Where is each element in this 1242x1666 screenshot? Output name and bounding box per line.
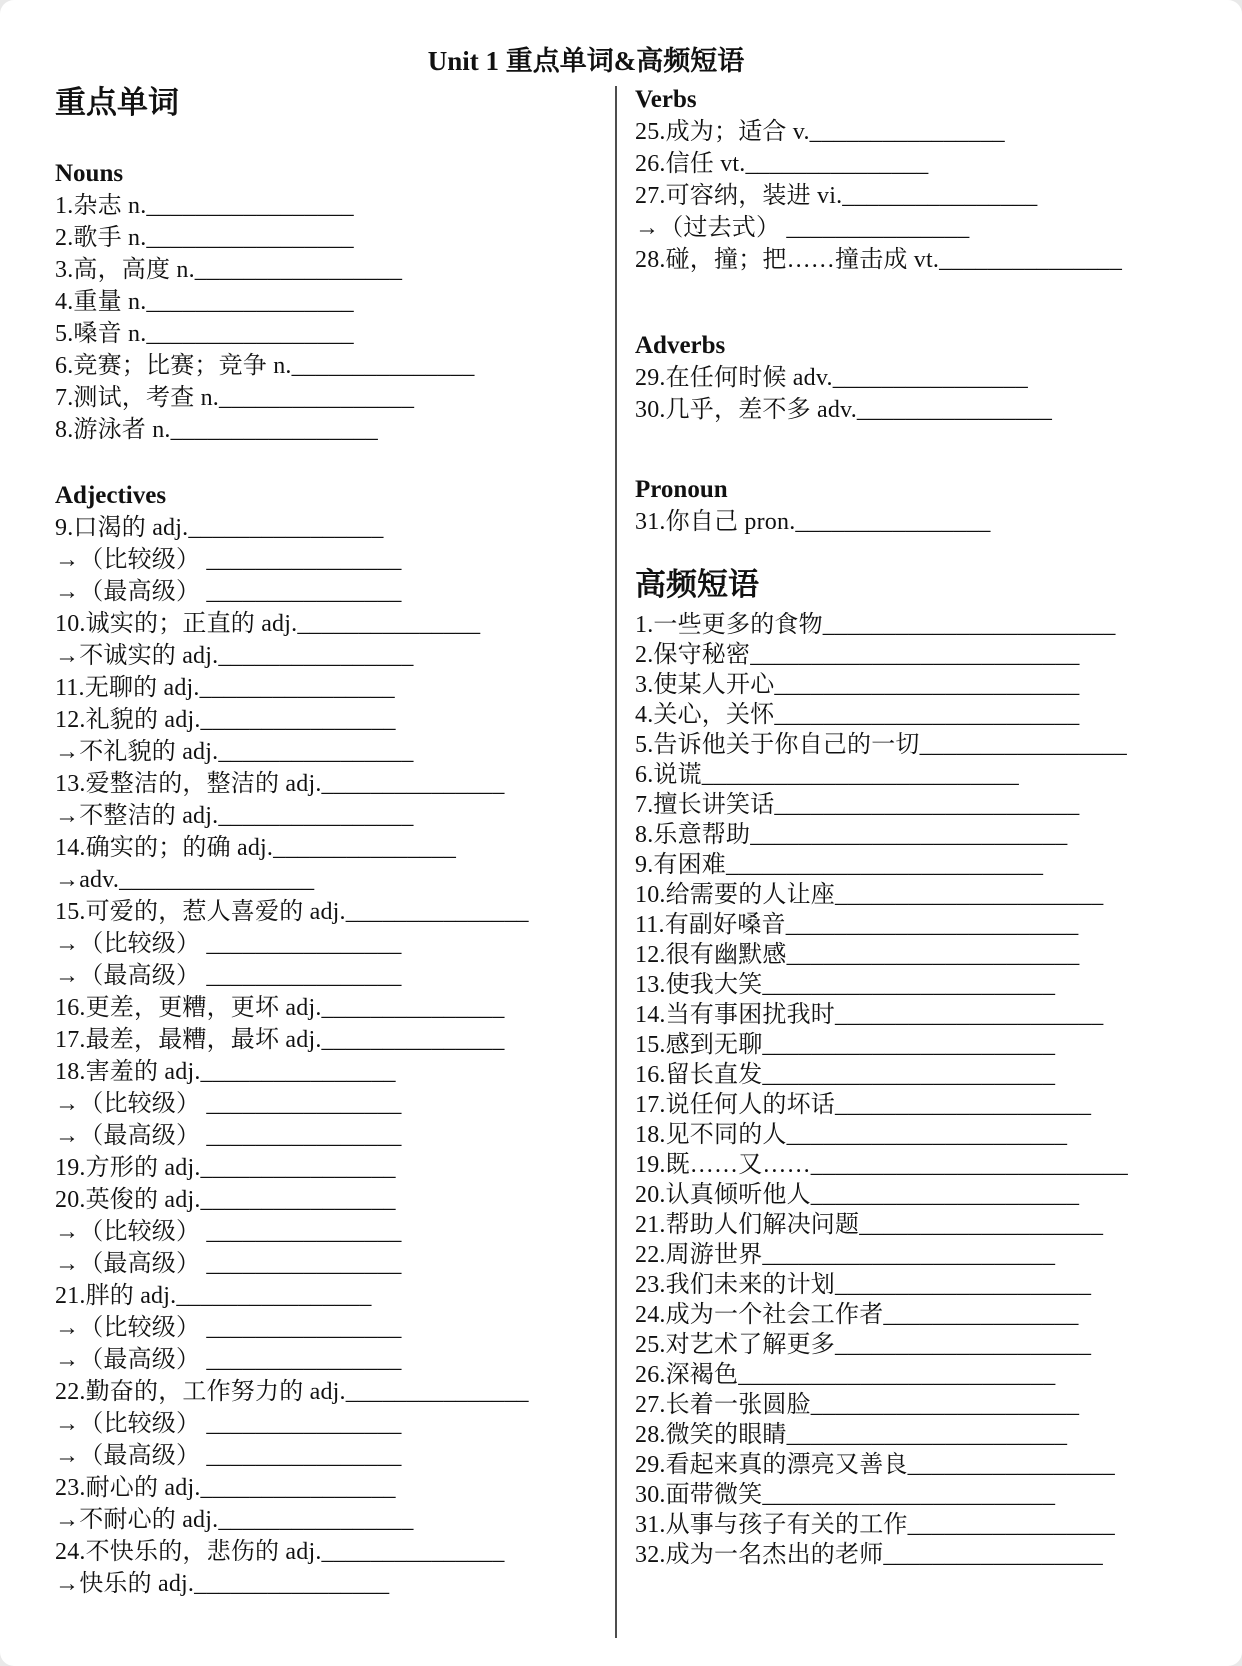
phrases-column [617, 84, 1242, 1570]
vocab-line: 13.爱整洁的，整洁的 adj._______________ [55, 771, 505, 797]
key-words-column [55, 84, 615, 1600]
phrase-line: 9.有困难__________________________ [635, 852, 1044, 878]
vocab-line: 7.测试，考查 n.________________ [55, 385, 415, 411]
phrase-line: 19.既……又……__________________________ [635, 1152, 1128, 1178]
phrase-line: 25.对艺术了解更多_____________________ [635, 1332, 1092, 1358]
vocab-line: →（最高级） ________________ [55, 1123, 402, 1149]
phrase-line: 11.有副好嗓音________________________ [635, 912, 1079, 938]
phrase-line: 5.告诉他关于你自己的一切_________________ [635, 732, 1127, 758]
phrase-line: 14.当有事困扰我时______________________ [635, 1002, 1104, 1028]
vocab-line: →（最高级） ________________ [55, 963, 402, 989]
vocab-line: 16.更差，更糟，更坏 adj._______________ [55, 995, 505, 1021]
pronoun-header: Pronoun [635, 476, 728, 503]
vocab-line: 6.竞赛；比赛；竞争 n._______________ [55, 353, 475, 379]
phrase-line: 15.感到无聊________________________ [635, 1032, 1056, 1058]
vocab-line: →（过去式） _______________ [635, 215, 970, 241]
vocab-line: 8.游泳者 n._________________ [55, 417, 378, 443]
vocab-line: 24.不快乐的，悲伤的 adj._______________ [55, 1539, 505, 1565]
phrase-line: 20.认真倾听他人______________________ [635, 1182, 1080, 1208]
phrase-line: 26.深褐色__________________________ [635, 1362, 1056, 1388]
vocab-line: →不整洁的 adj.________________ [55, 803, 414, 829]
vocab-line: 31.你自己 pron.________________ [635, 509, 991, 535]
phrase-line: 16.留长直发________________________ [635, 1062, 1056, 1088]
vocab-line: 4.重量 n._________________ [55, 289, 354, 315]
key-words-heading: 重点单词 [55, 85, 179, 120]
phrase-line: 10.给需要的人让座______________________ [635, 882, 1104, 908]
phrase-line: 1.一些更多的食物________________________ [635, 612, 1116, 638]
phrase-line: 29.看起来真的漂亮又善良_________________ [635, 1452, 1115, 1478]
phrases-list [635, 610, 1242, 1570]
vocab-line: 18.害羞的 adj.________________ [55, 1059, 396, 1085]
nouns-list [55, 190, 615, 446]
phrase-line: 21.帮助人们解决问题____________________ [635, 1212, 1104, 1238]
vocab-line: →（比较级） ________________ [55, 1411, 402, 1437]
vocab-line: 20.英俊的 adj.________________ [55, 1187, 396, 1213]
page-title: Unit 1 重点单词&高频短语 [427, 46, 745, 76]
vocab-line: 28.碰，撞；把……撞击成 vt._______________ [635, 247, 1123, 273]
nouns-header: Nouns [55, 160, 124, 187]
vocab-line: →（比较级） ________________ [55, 547, 402, 573]
verbs-header: Verbs [635, 86, 697, 113]
vocab-line: 2.歌手 n._________________ [55, 225, 354, 251]
adjectives-list [55, 512, 615, 1600]
phrase-line: 22.周游世界________________________ [635, 1242, 1056, 1268]
phrase-line: 17.说任何人的坏话_____________________ [635, 1092, 1092, 1118]
vocab-line: →不耐心的 adj.________________ [55, 1507, 414, 1533]
vocab-line: 12.礼貌的 adj.________________ [55, 707, 396, 733]
vocab-line: →（最高级） ________________ [55, 1251, 402, 1277]
phrase-line: 3.使某人开心_________________________ [635, 672, 1080, 698]
phrase-line: 23.我们未来的计划_____________________ [635, 1272, 1092, 1298]
vocab-line: 5.嗓音 n._________________ [55, 321, 354, 347]
vocab-line: →adv.________________ [55, 867, 315, 893]
phrase-line: 8.乐意帮助__________________________ [635, 822, 1068, 848]
vocab-line: →（最高级） ________________ [55, 1443, 402, 1469]
vocab-line: 25.成为；适合 v.________________ [635, 119, 1005, 145]
vocab-line: 26.信任 vt._______________ [635, 151, 929, 177]
phrase-line: 28.微笑的眼睛_______________________ [635, 1422, 1068, 1448]
vocab-line: →（比较级） ________________ [55, 1315, 402, 1341]
phrase-line: 13.使我大笑________________________ [635, 972, 1056, 998]
vocab-line: 21.胖的 adj.________________ [55, 1283, 372, 1309]
vocab-line: 22.勤奋的，工作努力的 adj._______________ [55, 1379, 529, 1405]
phrase-line: 30.面带微笑________________________ [635, 1482, 1056, 1508]
vocab-line: 30.几乎，差不多 adv.________________ [635, 397, 1053, 423]
adverbs-list [635, 362, 1242, 426]
vocab-line: →（最高级） ________________ [55, 579, 402, 605]
verbs-list [635, 116, 1242, 276]
vocab-line: 27.可容纳，装进 vi.________________ [635, 183, 1038, 209]
phrase-line: 27.长着一张圆脸______________________ [635, 1392, 1080, 1418]
phrase-line: 31.从事与孩子有关的工作_________________ [635, 1512, 1115, 1538]
phrase-line: 18.见不同的人_______________________ [635, 1122, 1068, 1148]
vocab-line: 19.方形的 adj.________________ [55, 1155, 396, 1181]
vocab-line: 1.杂志 n._________________ [55, 193, 354, 219]
phrase-line: 7.擅长讲笑话_________________________ [635, 792, 1080, 818]
vocab-line: 23.耐心的 adj.________________ [55, 1475, 396, 1501]
vocab-line: 3.高，高度 n._________________ [55, 257, 403, 283]
vocab-line: 17.最差，最糟，最坏 adj._______________ [55, 1027, 505, 1053]
vocab-line: 29.在任何时候 adv.________________ [635, 365, 1028, 391]
vocab-line: 11.无聊的 adj.________________ [55, 675, 395, 701]
vocab-line: →（最高级） ________________ [55, 1347, 402, 1373]
pronoun-list [635, 506, 1242, 538]
adjectives-header: Adjectives [55, 482, 167, 509]
vocab-line: →（比较级） ________________ [55, 1219, 402, 1245]
vocab-line: →（比较级） ________________ [55, 931, 402, 957]
phrase-line: 2.保守秘密___________________________ [635, 642, 1080, 668]
phrases-heading: 高频短语 [635, 567, 759, 602]
phrase-line: 32.成为一名杰出的老师__________________ [635, 1542, 1103, 1568]
phrase-line: 12.很有幽默感________________________ [635, 942, 1080, 968]
vocab-line: →不诚实的 adj.________________ [55, 643, 414, 669]
vocab-line: 15.可爱的，惹人喜爱的 adj._______________ [55, 899, 529, 925]
two-column-layout [0, 76, 1242, 1638]
phrase-line: 24.成为一个社会工作者________________ [635, 1302, 1079, 1328]
phrase-line: 6.说谎__________________________ [635, 762, 1019, 788]
vocab-line: →不礼貌的 adj.________________ [55, 739, 414, 765]
vocab-line: →（比较级） ________________ [55, 1091, 402, 1117]
adverbs-header: Adverbs [635, 332, 726, 359]
vocab-line: 10.诚实的；正直的 adj._______________ [55, 611, 481, 637]
vocab-line: →快乐的 adj.________________ [55, 1571, 390, 1597]
vocab-line: 9.口渴的 adj.________________ [55, 515, 384, 541]
phrase-line: 4.关心，关怀_________________________ [635, 702, 1080, 728]
vocab-line: 14.确实的；的确 adj._______________ [55, 835, 457, 861]
